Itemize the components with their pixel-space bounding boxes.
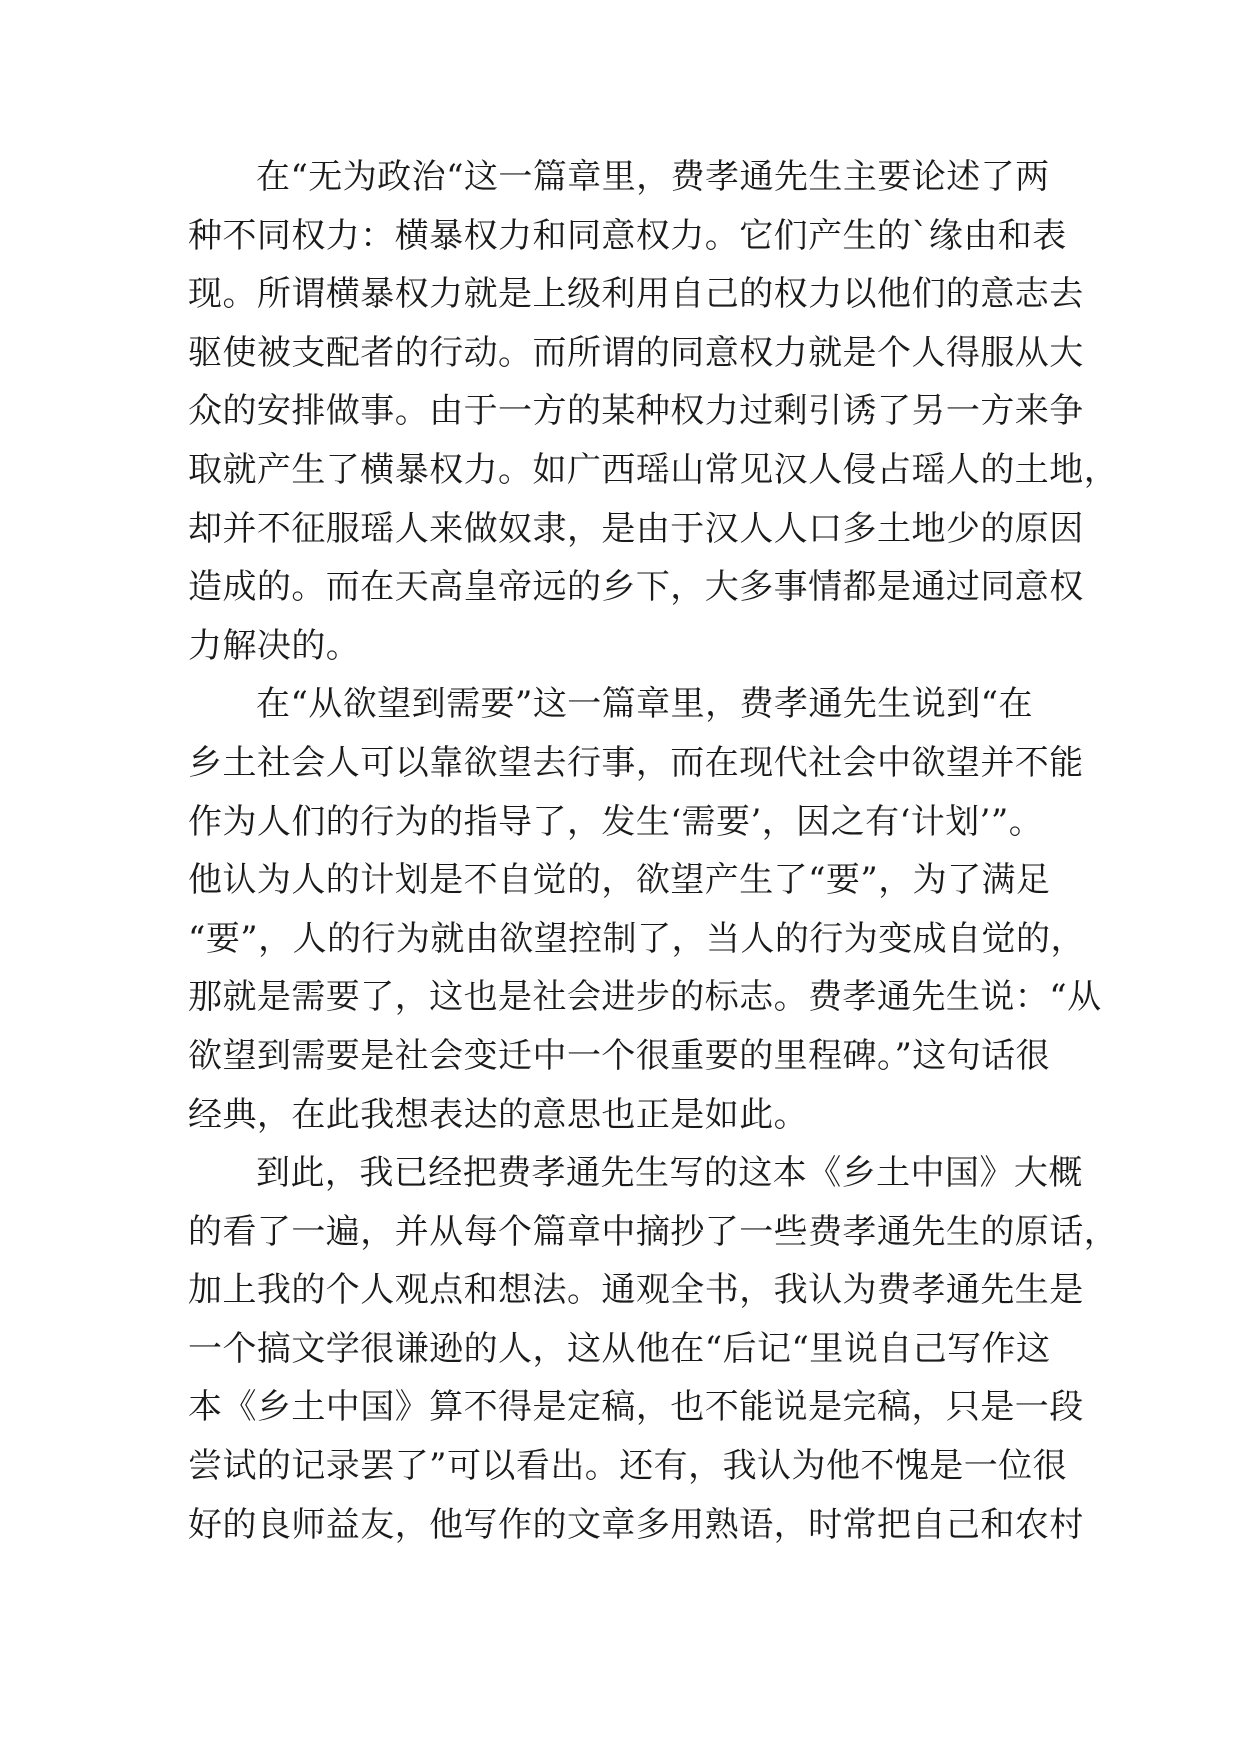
text-line: 到此，我已经把费孝通先生写的这本《乡土中国》大概 (256, 1153, 1083, 1194)
text-line: 种不同权力：横暴权力和同意权力。它们产生的`缘由和表 (188, 215, 1067, 256)
text-line: 好的良师益友，他写作的文章多用熟语，时常把自己和农村 (188, 1504, 1084, 1545)
text-line: 欲望到需要是社会变迁中一个很重要的里程碑。”这句话很 (188, 1035, 1051, 1076)
document-body (188, 148, 1119, 1554)
text-line: 经典，在此我想表达的意思也正是如此。 (188, 1094, 809, 1135)
text-line: 现。所谓横暴权力就是上级利用自己的权力以他们的意志去 (188, 274, 1084, 315)
text-line: 那就是需要了，这也是社会进步的标志。费孝通先生说：“从 (188, 977, 1102, 1018)
text-line: 在“无为政治“这一篇章里，费孝通先生主要论述了两 (256, 157, 1050, 197)
text-line: 他认为人的计划是不自觉的，欲望产生了“要”，为了满足 (188, 860, 1051, 901)
text-line: 在“从欲望到需要”这一篇章里，费孝通先生说到“在 (256, 684, 1033, 725)
text-line: 的看了一遍，并从每个篇章中摘抄了一些费孝通先生的原话， (188, 1211, 1119, 1252)
paragraph-3 (188, 1144, 1119, 1554)
text-line: 驱使被支配者的行动。而所谓的同意权力就是个人得服从大 (188, 332, 1084, 373)
text-line: 众的安排做事。由于一方的某种权力过剩引诱了另一方来争 (188, 391, 1084, 432)
text-line: 尝试的记录罢了”可以看出。还有，我认为他不愧是一位很 (188, 1446, 1068, 1487)
text-line: 却并不征服瑶人来做奴隶，是由于汉人人口多土地少的原因 (188, 508, 1084, 549)
text-line: 一个搞文学很谦逊的人，这从他在“后记“里说自己写作这 (188, 1328, 1051, 1369)
paragraph-2 (188, 675, 1102, 1144)
text-line: 作为人们的行为的指导了，发生‘需要’，因之有‘计划’”。 (188, 801, 1044, 842)
paragraph-1 (188, 148, 1119, 675)
text-line: 加上我的个人观点和想法。通观全书，我认为费孝通先生是 (188, 1270, 1084, 1311)
text-line: “要”，人的行为就由欲望控制了，当人的行为变成自觉的， (188, 918, 1085, 959)
text-line: 本《乡土中国》算不得是定稿，也不能说是完稿，只是一段 (188, 1387, 1084, 1428)
text-line: 取就产生了横暴权力。如广西瑶山常见汉人侵占瑶人的土地， (188, 449, 1119, 490)
text-line: 乡土社会人可以靠欲望去行事，而在现代社会中欲望并不能 (188, 742, 1084, 783)
text-line: 力解决的。 (188, 625, 361, 666)
text-line: 造成的。而在天高皇帝远的乡下，大多事情都是通过同意权 (188, 567, 1084, 608)
